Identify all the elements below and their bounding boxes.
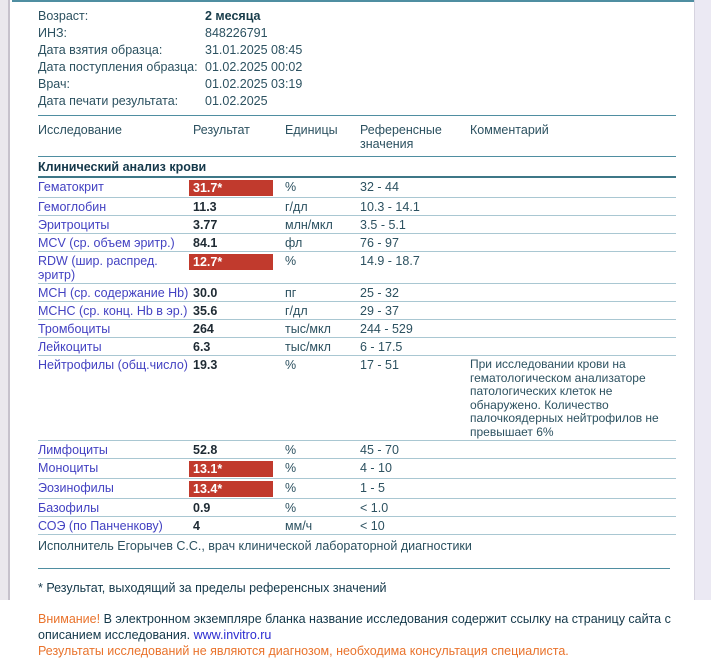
test-name-cell: RDW (шир. распред. эритр) bbox=[38, 254, 158, 282]
section-title: Клинический анализ крови bbox=[38, 157, 676, 178]
table-row bbox=[38, 198, 676, 216]
result-cell: 35.6 bbox=[193, 304, 218, 318]
table-row bbox=[38, 216, 676, 234]
viewer-left-edge bbox=[0, 0, 10, 600]
result-cell: 52.8 bbox=[193, 443, 218, 457]
attention-paragraph bbox=[38, 611, 686, 659]
result-cell bbox=[193, 180, 285, 196]
reference-cell: 10.3 - 14.1 bbox=[360, 200, 420, 214]
reference-cell: 25 - 32 bbox=[360, 286, 399, 300]
patient-info-row bbox=[38, 42, 688, 59]
table-row bbox=[38, 178, 676, 198]
test-name-cell: Гематокрит bbox=[38, 180, 104, 194]
test-name-cell: Моноциты bbox=[38, 461, 99, 475]
table-row bbox=[38, 320, 676, 338]
table-row bbox=[38, 284, 676, 302]
patient-info-value: 01.02.2025 03:19 bbox=[205, 77, 303, 91]
flagged-result-value: 31.7* bbox=[189, 180, 273, 196]
test-name-cell: Эозинофилы bbox=[38, 481, 114, 495]
units-cell: г/дл bbox=[285, 304, 308, 318]
disclaimer-text: Результаты исследований не являются диагнозом, необходима консультация специалиста. bbox=[38, 644, 569, 658]
reference-cell: 14.9 - 18.7 bbox=[360, 254, 420, 268]
units-cell: млн/мкл bbox=[285, 218, 333, 232]
test-name-cell: MCV (ср. объем эритр.) bbox=[38, 236, 175, 250]
column-header-result: Результат bbox=[193, 123, 250, 137]
reference-cell: 17 - 51 bbox=[360, 358, 399, 372]
table-row bbox=[38, 479, 676, 499]
reference-cell: 3.5 - 5.1 bbox=[360, 218, 406, 232]
reference-footnote: * Результат, выходящий за пределы референсных значений bbox=[38, 581, 387, 595]
reference-cell: 29 - 37 bbox=[360, 304, 399, 318]
reference-cell: 1 - 5 bbox=[360, 481, 386, 495]
reference-cell: 4 - 10 bbox=[360, 461, 392, 475]
table-row bbox=[38, 252, 676, 284]
table-row bbox=[38, 459, 676, 479]
units-cell: % bbox=[285, 481, 297, 495]
table-header-row bbox=[38, 115, 676, 157]
test-name-cell: Нейтрофилы (общ.число) bbox=[38, 358, 188, 372]
patient-info-label: Дата поступления образца: bbox=[38, 60, 198, 74]
flagged-result-value: 13.1* bbox=[189, 461, 273, 477]
table-row bbox=[38, 234, 676, 252]
result-cell: 6.3 bbox=[193, 340, 211, 354]
reference-cell: < 10 bbox=[360, 519, 385, 533]
units-cell: % bbox=[285, 254, 297, 268]
result-cell bbox=[193, 254, 285, 270]
comment-cell: При исследовании крови на гематологическом анализаторе патологических клеток не обнаружено. Количество палочкоядерных нейтрофилов не превышает 6% bbox=[470, 357, 659, 439]
patient-info-label: Врач: bbox=[38, 77, 70, 91]
result-cell: 3.77 bbox=[193, 218, 218, 232]
patient-info-label: ИНЗ: bbox=[38, 26, 68, 40]
reference-cell: 244 - 529 bbox=[360, 322, 413, 336]
patient-info-row bbox=[38, 8, 688, 25]
reference-cell: 6 - 17.5 bbox=[360, 340, 403, 354]
test-name-cell: Базофилы bbox=[38, 501, 100, 515]
reference-cell: < 1.0 bbox=[360, 501, 389, 515]
patient-info-value: 848226791 bbox=[205, 26, 268, 40]
patient-info-label: Дата печати результата: bbox=[38, 94, 179, 108]
reference-cell: 45 - 70 bbox=[360, 443, 399, 457]
units-cell: фл bbox=[285, 236, 303, 250]
result-cell bbox=[193, 481, 285, 497]
units-cell: % bbox=[285, 501, 297, 515]
result-cell: 11.3 bbox=[193, 200, 217, 214]
test-name-cell: Лейкоциты bbox=[38, 340, 102, 354]
reference-cell: 76 - 97 bbox=[360, 236, 399, 250]
result-cell bbox=[193, 461, 285, 477]
result-cell: 84.1 bbox=[193, 236, 218, 250]
viewer-right-edge[interactable] bbox=[694, 0, 711, 600]
footer-divider bbox=[38, 568, 670, 569]
patient-info-value: 01.02.2025 bbox=[205, 94, 268, 108]
table-row bbox=[38, 356, 676, 441]
units-cell: % bbox=[285, 443, 297, 457]
table-row bbox=[38, 338, 676, 356]
patient-info-label: Возраст: bbox=[38, 9, 89, 23]
table-row bbox=[38, 441, 676, 459]
result-cell: 0.9 bbox=[193, 501, 211, 515]
flagged-result-value: 13.4* bbox=[189, 481, 273, 497]
results-table bbox=[38, 115, 676, 554]
reference-cell: 32 - 44 bbox=[360, 180, 399, 194]
test-name-cell: Тромбоциты bbox=[38, 322, 111, 336]
result-cell: 4 bbox=[193, 519, 200, 533]
patient-info-row bbox=[38, 59, 688, 76]
test-name-cell: Гемоглобин bbox=[38, 200, 107, 214]
test-name-cell: Лимфоциты bbox=[38, 443, 108, 457]
patient-info-value: 2 месяца bbox=[205, 9, 261, 23]
attention-text: В электронном экземпляре бланка название исследования содержит ссылку на страницу сайта с описанием исследования. bbox=[38, 612, 671, 642]
invitro-link[interactable]: www.invitro.ru bbox=[193, 628, 272, 642]
column-header-comment: Комментарий bbox=[470, 123, 549, 137]
result-cell: 264 bbox=[193, 322, 214, 336]
units-cell: % bbox=[285, 358, 297, 372]
column-header-test: Исследование bbox=[38, 123, 122, 137]
table-row bbox=[38, 517, 676, 535]
test-name-cell: MCHC (ср. конц. Hb в эр.) bbox=[38, 304, 188, 318]
flagged-result-value: 12.7* bbox=[189, 254, 273, 270]
units-cell: г/дл bbox=[285, 200, 308, 214]
units-cell: пг bbox=[285, 286, 297, 300]
units-cell: тыс/мкл bbox=[285, 340, 331, 354]
patient-info-value: 01.02.2025 00:02 bbox=[205, 60, 303, 74]
column-header-reference: Референсные значения bbox=[360, 123, 442, 151]
result-cell: 19.3 bbox=[193, 358, 218, 372]
patient-info-row bbox=[38, 25, 688, 42]
lab-report-page bbox=[12, 0, 694, 658]
table-body bbox=[38, 178, 676, 535]
patient-info bbox=[38, 8, 688, 110]
test-name-cell: Эритроциты bbox=[38, 218, 110, 232]
column-header-units: Единицы bbox=[285, 123, 338, 137]
patient-info-row bbox=[38, 93, 688, 110]
table-row bbox=[38, 302, 676, 320]
units-cell: тыс/мкл bbox=[285, 322, 331, 336]
patient-info-row bbox=[38, 76, 688, 93]
executor-line: Исполнитель Егорычев С.С., врач клинической лабораторной диагностики bbox=[38, 539, 472, 553]
test-name-cell: СОЭ (по Панченкову) bbox=[38, 519, 163, 533]
result-cell: 30.0 bbox=[193, 286, 218, 300]
units-cell: % bbox=[285, 180, 297, 194]
patient-info-label: Дата взятия образца: bbox=[38, 43, 163, 57]
attention-prefix: Внимание! bbox=[38, 612, 101, 626]
units-cell: % bbox=[285, 461, 297, 475]
test-name-cell: MCH (ср. содержание Hb) bbox=[38, 286, 189, 300]
table-row bbox=[38, 499, 676, 517]
units-cell: мм/ч bbox=[285, 519, 313, 533]
patient-info-value: 31.01.2025 08:45 bbox=[205, 43, 303, 57]
